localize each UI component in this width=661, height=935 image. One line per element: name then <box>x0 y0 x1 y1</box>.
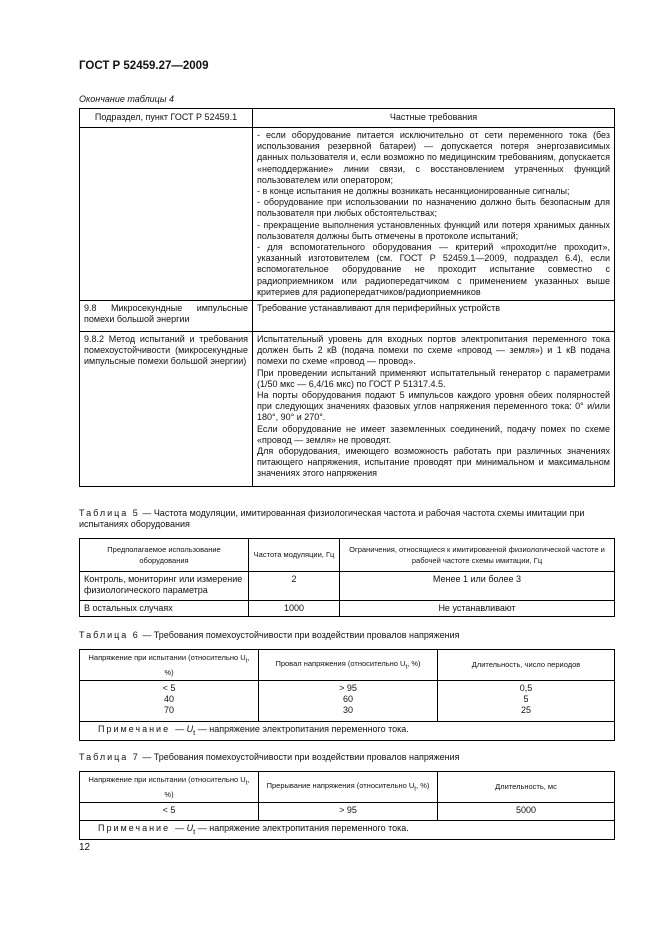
table7-caption-text: — Требования помехоустойчивости при воздействии провалов напряжения <box>142 752 460 762</box>
table6-caption <box>79 630 460 641</box>
table6-header-col3: Длительность, число периодов <box>438 650 615 681</box>
table7-header-suffix: , %) <box>164 775 250 799</box>
table7-cell: 5000 <box>438 803 615 821</box>
table6-header-text: Напряжение при испытании (относительно U <box>88 653 246 663</box>
table7-cell: < 5 <box>80 803 259 821</box>
table7-header-col3: Длительность, мс <box>438 772 615 803</box>
table6-value: 5 <box>523 694 529 705</box>
table-4 <box>79 108 615 487</box>
table4-row1-item: - оборудование при использовании по назначению должно быть безопасным для пользователя при любых обстоятельствах; <box>257 197 610 219</box>
table4-row3-item: Для оборудования, имеющего возможность работать при различных значениях питающего напряжения, испытание проводят при минимальном и максимальном значениях этого напряжения <box>257 446 610 479</box>
table6-header-col1 <box>80 650 259 681</box>
table5-cell: 2 <box>249 572 340 601</box>
table7-header-sub: t <box>414 785 417 793</box>
table6-value: 30 <box>342 705 353 716</box>
table6-caption-text: — Требования помехоустойчивости при воздействии провалов напряжения <box>142 630 460 640</box>
table7-header-sub: t <box>245 779 248 787</box>
table4-header-col2: Частные требования <box>253 109 615 128</box>
document-header: ГОСТ Р 52459.27—2009 <box>79 60 209 72</box>
table6-col1 <box>80 681 259 722</box>
table6-col3 <box>438 681 615 722</box>
table-6 <box>79 649 615 741</box>
table4-row3-left: 9.8.2 Метод испытаний и требования помехоустойчивости (микросекундные импульсные помехи большой энергии) <box>80 332 253 487</box>
table4-row2-right: Требование устанавливают для периферийных устройств <box>253 301 615 332</box>
table7-note-label: Примечание <box>98 823 171 833</box>
table6-value: 0,5 <box>519 683 533 693</box>
table-5 <box>79 538 615 617</box>
table7-header-col1 <box>80 772 259 803</box>
table7-header-text: Напряжение при испытании (относительно U <box>88 775 246 785</box>
table7-note <box>80 821 615 840</box>
table7-header-suffix: , %) <box>416 780 430 790</box>
table4-header-col1 <box>80 109 253 128</box>
table4-row3-item: Испытательный уровень для входных портов электропитания переменного тока должен быть 2 кВ (подача помехи по схеме «провод — земля») и 1 кВ подача помехи по схеме «провод — провод». <box>257 334 610 367</box>
table6-header-suffix: , %) <box>407 658 421 668</box>
table5-caption-label: Таблица 5 <box>79 508 140 518</box>
table-7 <box>79 771 615 840</box>
table6-value: 40 <box>163 694 174 705</box>
table6-note-symbol: — $U_t$ <box>172 724 196 737</box>
table-continuation-label: Окончание таблицы 4 <box>79 94 174 104</box>
table6-note-text: — напряжение электропитания переменного тока. <box>197 724 409 734</box>
page-number: 12 <box>79 842 91 853</box>
table6-header-suffix: , %) <box>164 653 250 677</box>
table4-row1-item: - прекращение выполнения установленных функций или потеря хранимых данных пользователя должны быть отмечены в протоколе испытаний; <box>257 219 610 241</box>
table4-row1-item: - в конце испытания не должны возникать несанкционированные сигналы; <box>257 186 570 197</box>
table6-value: > 95 <box>339 683 357 693</box>
table6-value: < 5 <box>162 683 176 693</box>
table6-header-col2 <box>259 650 438 681</box>
table5-caption-text: — Частота модуляции, имитированная физиологическая частота и рабочая частота схемы имитации при испытаниях оборудования <box>79 508 585 529</box>
table4-row3-item: При проведении испытаний применяют испытательный генератор с параметрами (1/50 мкс — 6,4/16 мкс) по ГОСТ Р 51317.4.5. <box>257 367 610 389</box>
table6-col2 <box>259 681 438 722</box>
table5-cell: 1000 <box>249 601 340 617</box>
table7-cell: > 95 <box>259 803 438 821</box>
table4-row2-left: 9.8 Микросекундные импульсные помехи большой энергии <box>80 301 253 332</box>
table5-header: Ограничения, относящиеся к имитированной физиологической частоте и рабочей частоте схемы имитации, Гц <box>340 539 615 572</box>
table5-cell: Не устанавливают <box>340 601 615 617</box>
table6-header-sub: t <box>245 657 248 665</box>
table5-header: Частота модуляции, Гц <box>249 539 340 572</box>
table7-caption <box>79 752 460 763</box>
table7-header-text: Прерывание напряжения (относительно U <box>266 780 415 790</box>
table5-cell: В остальных случаях <box>80 601 249 617</box>
table7-header-col2 <box>259 772 438 803</box>
table5-cell: Контроль, мониторинг или измерение физиологического параметра <box>80 572 249 601</box>
table4-row1-left <box>80 128 253 301</box>
table6-note-label: Примечание <box>98 724 171 734</box>
table4-row3-item: На порты оборудования подают 5 импульсов каждого уровня обеих полярностей при следующих значениях фазовых углов напряжения переменного тока: 0° и/или 180°, 90° и 270°. <box>257 390 610 423</box>
table7-note-symbol: — $U_t$ <box>172 823 196 836</box>
table7-note-text: — напряжение электропитания переменного тока. <box>197 823 409 833</box>
table6-header-sub: t <box>405 663 408 671</box>
table6-header-text: Провал напряжения (относительно U <box>275 658 406 668</box>
table6-value: 25 <box>520 705 531 716</box>
table6-value: 60 <box>342 694 353 705</box>
table4-row1-right <box>253 128 615 301</box>
table7-caption-label: Таблица 7 <box>79 752 140 762</box>
table5-caption <box>79 508 615 530</box>
table4-row1-item: - если оборудование питается исключительно от сети переменного тока (без использования резервной батареи) — допускается потеря энергозависимых данных пользователя и, если возможно по медицинским требованиям, допускается «неподдержание» линии связи, с восстановлением утраченных функций пользователем или оператором; <box>257 130 610 185</box>
table6-caption-label: Таблица 6 <box>79 630 140 640</box>
table5-header: Предполагаемое использование оборудования <box>80 539 249 572</box>
table6-value: 70 <box>163 705 174 716</box>
table4-row3-right <box>253 332 615 487</box>
table4-row1-item: - для вспомогательного оборудования — критерий «проходит/не проходит», указанный изготовителем (см. ГОСТ Р 52459.1—2009, подраздел 6.4), если вспомогательное оборудование не проходит испытание совместно с радиоприемником или радиопередатчиком с применением указанных выше критериев для радиопередатчиков/радиоприемников <box>257 242 610 297</box>
table4-header-col1-text: Подраздел, пункт ГОСТ Р 52459.1 <box>94 112 238 123</box>
table5-cell: Менее 1 или более 3 <box>340 572 615 601</box>
table6-note <box>80 722 615 741</box>
table4-row3-item: Если оборудование не имеет заземленных соединений, подачу помех по схеме «провод — земля» не проводят. <box>257 423 610 445</box>
